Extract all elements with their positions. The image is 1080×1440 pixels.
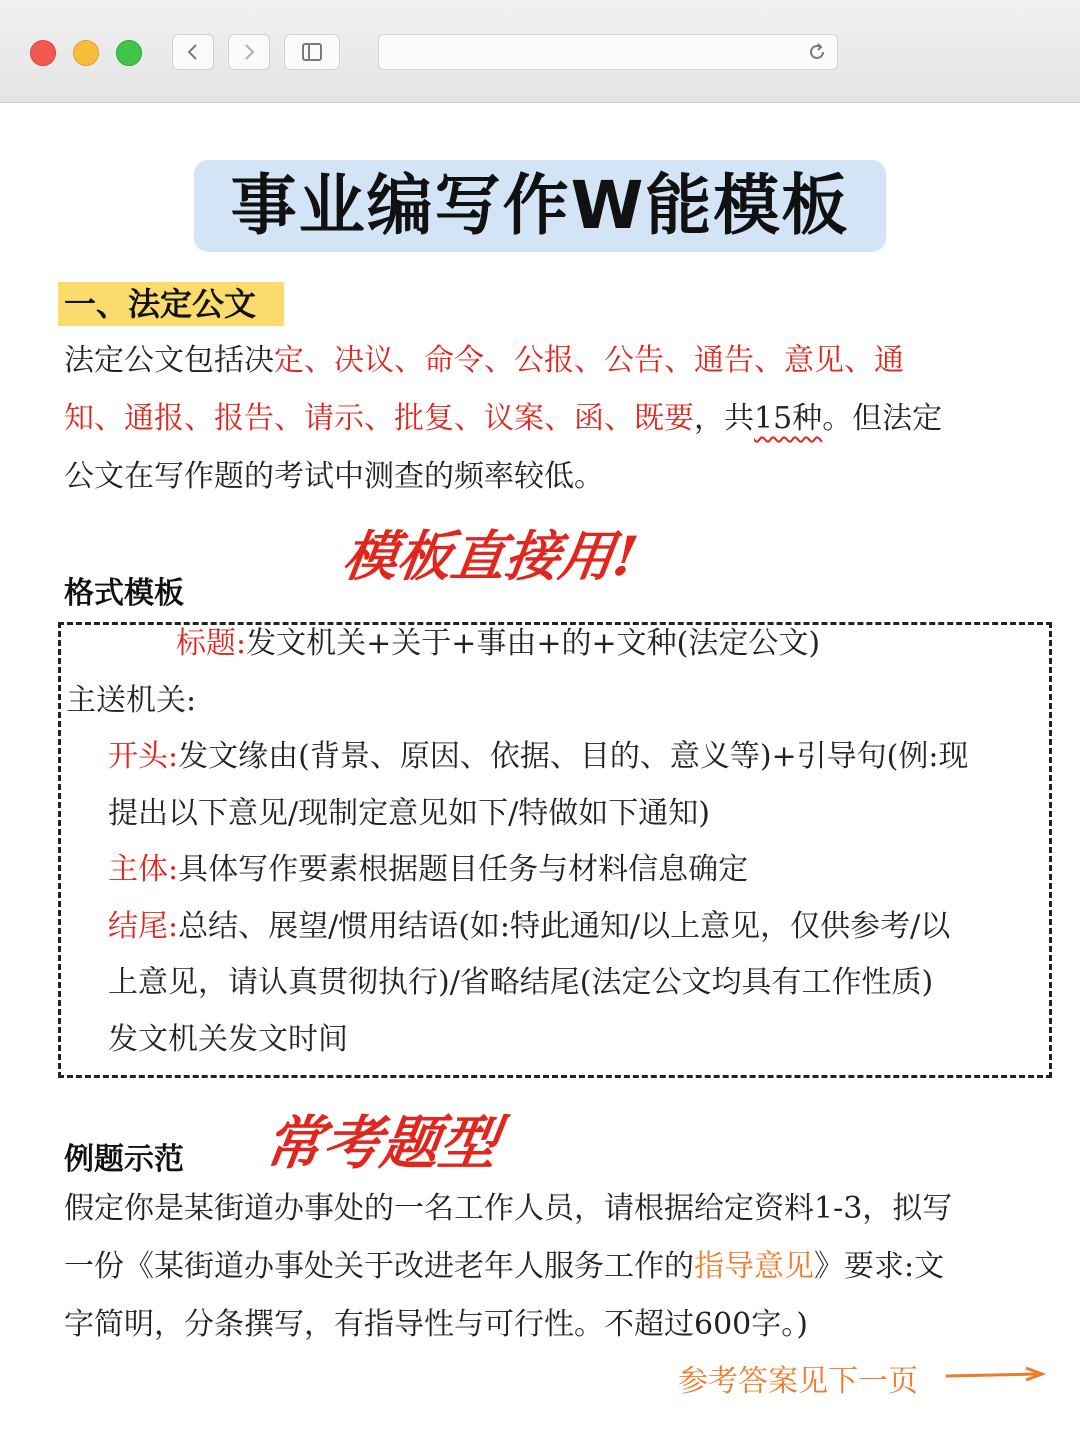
body-text: 具体写作要素根据题目任务与材料信息确定 bbox=[178, 852, 749, 887]
page-title: 事业编写作W能模板 bbox=[194, 160, 886, 252]
title-text: 发文机关+关于+事由+的+文种(法定公文) bbox=[246, 626, 821, 661]
maximize-window-button[interactable] bbox=[116, 40, 142, 66]
example-line-2 bbox=[64, 1238, 1034, 1296]
next-page-hint: 参考答案见下一页 bbox=[678, 1364, 918, 1399]
sidebar-icon bbox=[302, 43, 322, 61]
section1-paragraph bbox=[64, 332, 1034, 506]
sidebar-button[interactable] bbox=[284, 34, 340, 70]
para-text: 法定公文包括决 bbox=[64, 343, 274, 378]
para-line-1 bbox=[64, 332, 1034, 390]
chevron-right-icon bbox=[242, 43, 256, 61]
browser-toolbar bbox=[0, 0, 1080, 103]
opening-text: 发文缘由(背景、原因、依据、目的、意义等)+引导句(例:现 bbox=[178, 739, 969, 774]
template-signature: 发文机关发文时间 bbox=[108, 1022, 348, 1057]
doc-types-highlight: 定、决议、命令、公报、公告、通告、意见、通 bbox=[274, 343, 904, 378]
template-opening-line-2: 提出以下意见/现制定意见如下/特做如下通知) bbox=[108, 796, 710, 831]
example-heading: 例题示范 bbox=[64, 1142, 184, 1177]
body-label: 主体: bbox=[108, 852, 179, 887]
template-title-line bbox=[176, 624, 820, 664]
close-window-button[interactable] bbox=[30, 40, 56, 66]
example-text: 一份《某街道办事处关于改进老年人服务工作的 bbox=[64, 1249, 694, 1284]
example-text: 》要求:文 bbox=[814, 1249, 945, 1284]
template-ending-line bbox=[108, 907, 950, 947]
forward-button[interactable] bbox=[228, 34, 270, 70]
example-line-3: 字简明，分条撰写，有指导性与可行性。不超过600字。) bbox=[64, 1307, 808, 1342]
doc-types-highlight: 知、通报、报告、请示、批复、议案、函、既要 bbox=[64, 401, 694, 436]
title-label: 标题: bbox=[176, 626, 247, 661]
address-bar[interactable] bbox=[378, 34, 838, 70]
para-line-2 bbox=[64, 390, 1034, 448]
chevron-left-icon bbox=[186, 43, 200, 61]
minimize-window-button[interactable] bbox=[73, 40, 99, 66]
para-line-3: 公文在写作题的考试中测查的频率较低。 bbox=[64, 459, 604, 494]
ending-label: 结尾: bbox=[108, 909, 179, 944]
handwritten-note-template: 模板直接用! bbox=[339, 524, 642, 588]
example-paragraph bbox=[64, 1180, 1034, 1354]
count-highlight: 15种 bbox=[754, 401, 823, 436]
example-line-1: 假定你是某街道办事处的一名工作人员，请根据给定资料1-3，拟写 bbox=[64, 1191, 953, 1226]
reload-icon[interactable] bbox=[807, 42, 827, 62]
back-button[interactable] bbox=[172, 34, 214, 70]
template-ending-line-2: 上意见，请认真贯彻执行)/省略结尾(法定公文均具有工作性质) bbox=[108, 965, 934, 1000]
opening-label: 开头: bbox=[108, 739, 179, 774]
section-heading-legal-docs: 一、法定公文 bbox=[58, 282, 284, 326]
template-opening-line bbox=[108, 737, 968, 777]
handwritten-note-common: 常考题型 bbox=[260, 1109, 503, 1177]
template-body-line bbox=[108, 850, 748, 890]
guidance-highlight: 指导意见 bbox=[694, 1249, 814, 1284]
para-text: 。但法定 bbox=[822, 401, 943, 436]
arrow-right-icon bbox=[944, 1366, 1048, 1386]
format-heading: 格式模板 bbox=[64, 576, 184, 611]
recipient-label: 主送机关: bbox=[66, 683, 197, 718]
ending-text: 总结、展望/惯用结语(如:特此通知/以上意见，仅供参考/以 bbox=[178, 909, 951, 944]
para-text: ，共 bbox=[694, 401, 754, 436]
